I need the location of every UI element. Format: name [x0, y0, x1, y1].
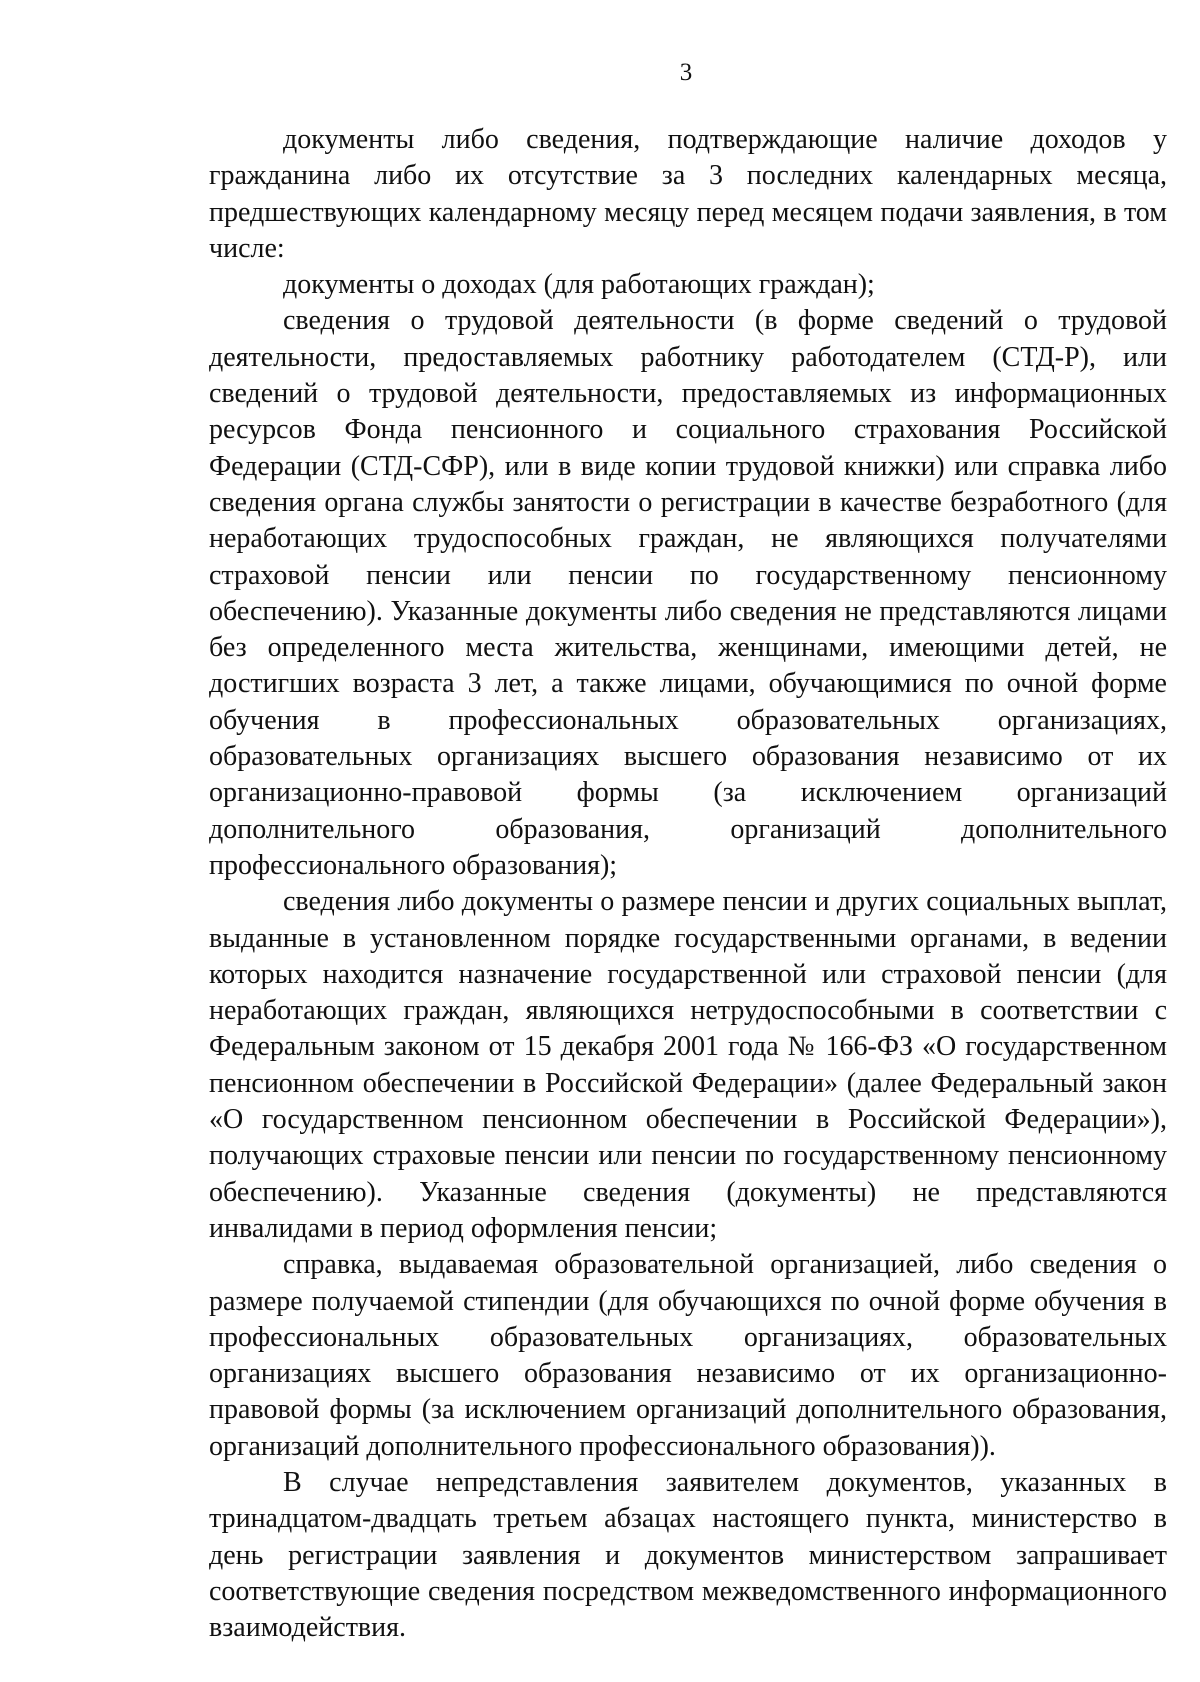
page-number: 3 [679, 59, 693, 86]
paragraph-pension-payments: сведения либо документы о размере пенсии и других социальных выплат, выданные в установленном порядке государственными органами, в ведении которых находится назначение государственной или страховой пенсии (для неработающих граждан, являющихся нетрудоспособными в соответствии с Федеральным законом от 15 декабря 2001 года № 166-ФЗ «О государственном пенсионном обеспечении в Российской Федерации» (далее Федеральный закон «О государственном пенсионном обеспечении в Российской Федерации»), получающих страховые пенсии или пенсии по государственному пенсионному обеспечению). Указанные сведения (документы) не представляются инвалидами в период оформления пенсии; [209, 886, 1167, 1244]
paragraph-labor-activity: сведения о трудовой деятельности (в форме сведений о трудовой деятельности, предоставляемых работнику работодателем (СТД-Р), или сведений о трудовой деятельности, предоставляемых из информационных ресурсов Фонда пенсионного и социального страхования Российской Федерации (СТД-СФР), или в виде копии трудовой книжки) или справка либо сведения органа службы занятости о регистрации в качестве безработного (для неработающих трудоспособных граждан, не являющихся получателями страховой пенсии или пенсии по государственному пенсионному обеспечению). Указанные документы либо сведения не представляются лицами без определенного места жительства, женщинами, имеющими детей, не достигших возраста 3 лет, а также лицами, обучающимися по очной форме обучения в профессиональных образовательных организациях, образовательных организациях высшего образования независимо от их организационно-правовой формы (за исключением организаций дополнительного образования, организаций дополнительного профессионального образования); [209, 305, 1167, 881]
paragraph-scholarship-certificate: справка, выдаваемая образовательной организацией, либо сведения о размере получаемой стипендии (для обучающихся по очной форме обучения в профессиональных образовательных организациях, образовательных организациях высшего образования независимо от их организационно-правовой формы (за исключением организаций дополнительного образования, организаций дополнительного профессионального образования)). [209, 1249, 1167, 1462]
paragraph-income-for-workers: документы о доходах (для работающих граждан); [283, 269, 875, 301]
paragraph-interagency-request: В случае непредставления заявителем документов, указанных в тринадцатом-двадцать третьем абзацах настоящего пункта, министерство в день регистрации заявления и документов министерством запрашивает соответствующие сведения посредством межведомственного информационного взаимодействия. [209, 1466, 1167, 1644]
paragraph-income-documents: документы либо сведения, подтверждающие наличие доходов у гражданина либо их отсутствие за 3 последних календарных месяца, предшествующих календарному месяцу перед месяцем подачи заявления, в том числе: [209, 124, 1167, 264]
document-body [209, 122, 1167, 1646]
